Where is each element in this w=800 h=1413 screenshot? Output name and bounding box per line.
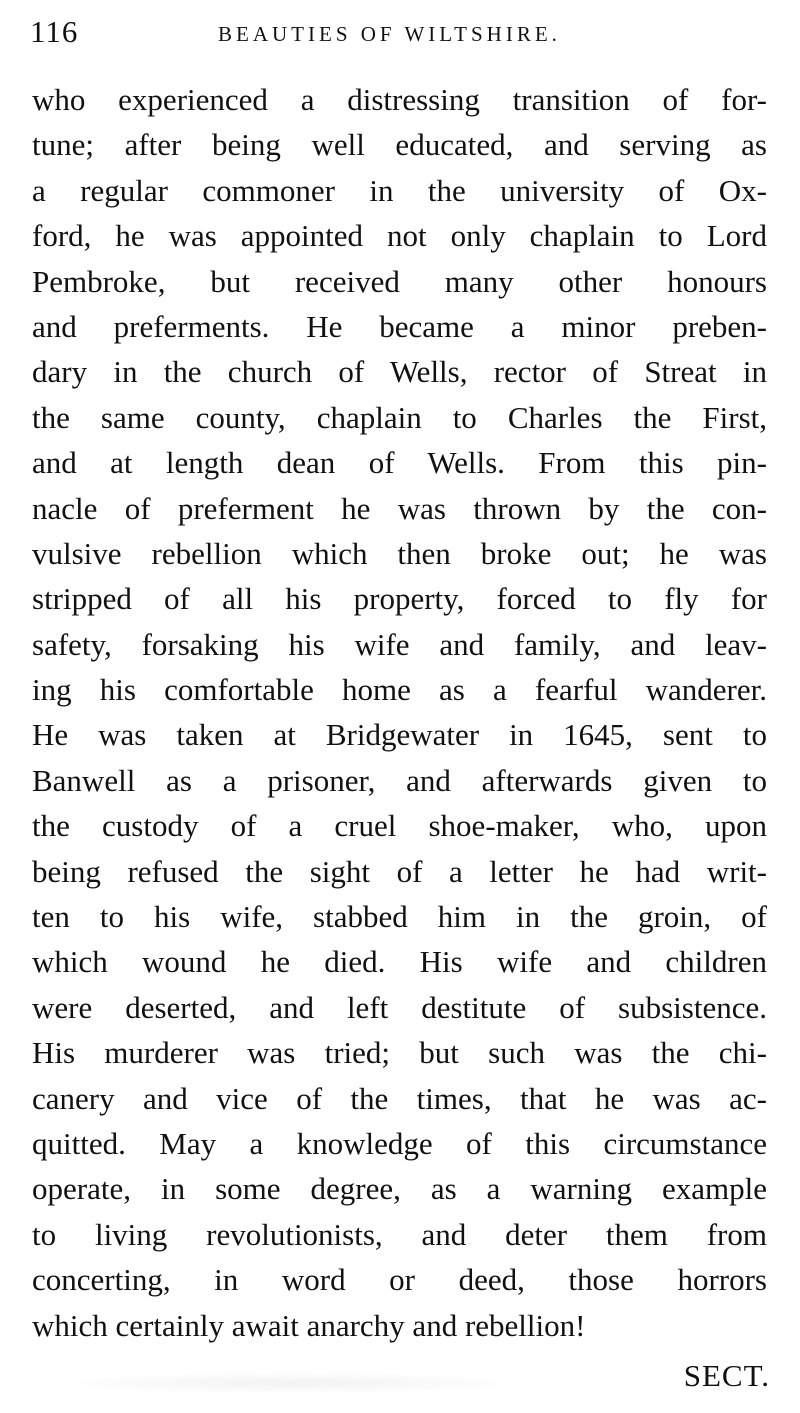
text-line: He was taken at Bridgewater in 1645, sent to [32, 717, 767, 753]
text-line: a regular commoner in the university of Ox- [32, 172, 767, 208]
text-line: which certainly await anarchy and rebellion! [32, 1307, 586, 1343]
text-line: were deserted, and left destitute of subsistence. [32, 989, 767, 1025]
text-line: tune; after being well educated, and serving as [32, 127, 767, 163]
text-line: dary in the church of Wells, rector of Streat in [32, 354, 767, 390]
bleed-through-smudge [50, 1372, 530, 1394]
text-line: quitted. May a knowledge of this circumstance [32, 1125, 767, 1161]
running-title: BEAUTIES OF WILTSHIRE. [218, 22, 561, 46]
text-line: stripped of all his property, forced to fly for [32, 581, 767, 617]
text-line: and at length dean of Wells. From this pin- [32, 445, 767, 481]
text-line: operate, in some degree, as a warning example [32, 1171, 767, 1207]
text-line: canery and vice of the times, that he was ac- [32, 1080, 767, 1116]
text-line: His murderer was tried; but such was the chi- [32, 1035, 767, 1071]
text-line: ford, he was appointed not only chaplain to Lord [32, 218, 767, 254]
text-line: safety, forsaking his wife and family, and leav- [32, 626, 767, 662]
text-line: who experienced a distressing transition of for- [32, 82, 767, 117]
page-number: 116 [30, 14, 79, 49]
text-line: Banwell as a prisoner, and afterwards given to [32, 762, 767, 798]
catchword: SECT. [683, 1358, 770, 1393]
text-line: ing his comfortable home as a fearful wanderer. [32, 672, 767, 708]
text-line: the same county, chaplain to Charles the First, [32, 399, 767, 435]
text-line: concerting, in word or deed, those horrors [32, 1262, 767, 1298]
text-line: the custody of a cruel shoe-maker, who, upon [32, 808, 767, 844]
page-header [30, 14, 770, 54]
text-line: nacle of preferment he was thrown by the con- [32, 490, 767, 526]
text-line: which wound he died. His wife and children [32, 944, 767, 980]
body-paragraph [32, 77, 767, 1348]
text-line: Pembroke, but received many other honours [32, 263, 767, 299]
text-line: and preferments. He became a minor preben- [32, 308, 767, 344]
text-line: being refused the sight of a letter he had writ- [32, 853, 767, 889]
text-line: vulsive rebellion which then broke out; he was [32, 535, 767, 571]
text-line: ten to his wife, stabbed him in the groin, of [32, 899, 767, 935]
text-line: to living revolutionists, and deter them from [32, 1216, 767, 1252]
